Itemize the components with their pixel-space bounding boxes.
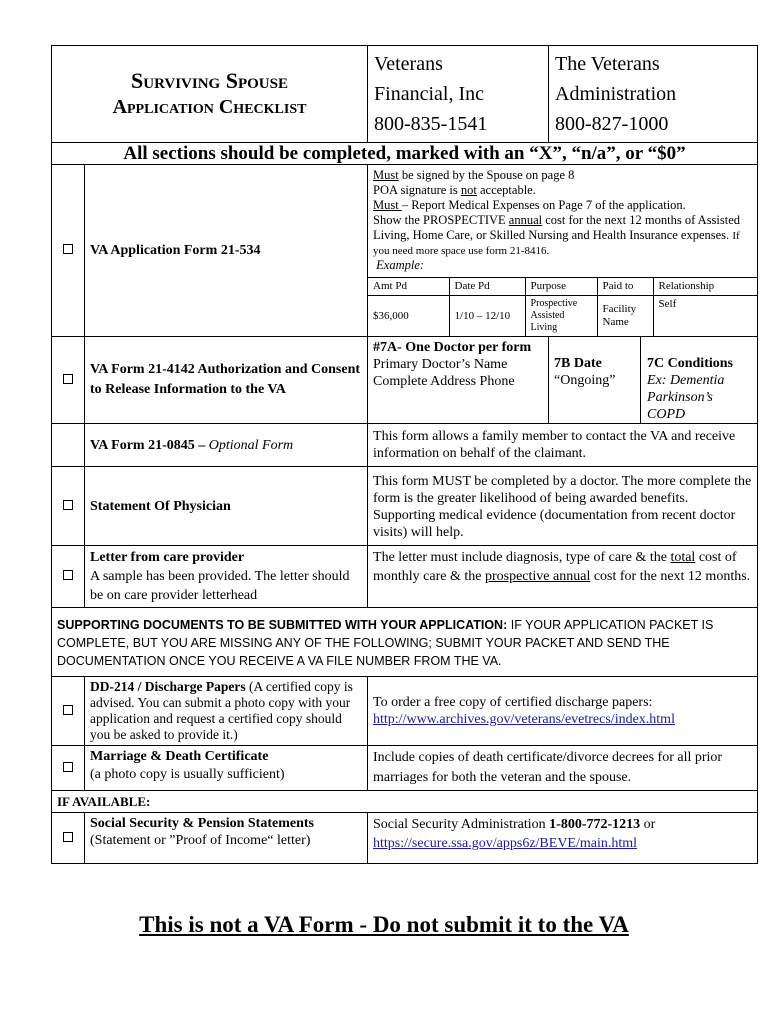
checkbox-21-534[interactable] <box>52 165 85 337</box>
ssa-link[interactable]: https://secure.ssa.gov/apps6z/BEVE/main.html <box>373 836 638 851</box>
example-cell: Self <box>653 296 757 337</box>
row-physician <box>52 467 758 546</box>
col-7a: #7A- One Doctor per form Primary Doctor’s Name Complete Address Phone <box>368 337 549 424</box>
label-letter: Letter from care provider A sample has been provided. The letter should be on care provider letterhead <box>85 546 368 608</box>
label-dd214: DD-214 / Discharge Papers (A certified copy is advised. You can submit a photo copy with your application and request a certified copy should you be asked to provide it.) <box>85 677 368 746</box>
row-21-4142 <box>52 337 758 424</box>
label-21-534: VA Application Form 21-534 <box>85 165 368 337</box>
desc-marriage: Include copies of death certificate/divorce decrees for all prior marriages for both the veteran and the spouse. <box>368 746 758 791</box>
title-cell <box>52 46 368 143</box>
row-marriage <box>52 746 758 791</box>
desc-letter: The letter must include diagnosis, type of care & the total cost of monthly care & the prospective annual cost for the next 12 months. <box>368 546 758 608</box>
checkbox-letter[interactable] <box>52 546 85 608</box>
col-7b: 7B Date “Ongoing” <box>549 337 641 423</box>
checkbox-icon <box>63 762 73 772</box>
desc-21-0845: This form allows a family member to contact the VA and receive information on behalf of the claimant. <box>368 424 758 467</box>
example-header: Amt Pd <box>368 278 449 296</box>
example-header: Purpose <box>525 278 597 296</box>
example-header: Paid to <box>597 278 653 296</box>
checkbox-dd214[interactable] <box>52 677 85 746</box>
va-name-1: The Veterans <box>555 53 660 75</box>
label-physician: Statement Of Physician <box>85 467 368 546</box>
row-dd214 <box>52 677 758 746</box>
desc-ssa: Social Security Administration 1-800-772-1213 or https://secure.ssa.gov/apps6z/BEVE/main.html <box>368 813 758 864</box>
desc-dd214: To order a free copy of certified discharge papers: http://www.archives.gov/veterans/evetrecs/index.html <box>368 677 758 746</box>
example-cell: $36,000 <box>368 296 449 337</box>
example-cell: 1/10 – 12/10 <box>449 296 525 337</box>
checklist-sheet <box>51 45 757 864</box>
checkbox-icon <box>63 500 73 510</box>
page-subtitle: Application Checklist <box>112 96 307 118</box>
checkbox-icon <box>63 244 73 254</box>
label-marriage: Marriage & Death Certificate (a photo copy is usually sufficient) <box>85 746 368 791</box>
footer-warning: This is not a VA Form - Do not submit it to the VA <box>139 912 629 937</box>
supporting-row <box>52 608 758 677</box>
example-cell: Prospective Assisted Living <box>525 296 597 337</box>
example-header: Date Pd <box>449 278 525 296</box>
vfi-contact <box>368 46 549 143</box>
va-contact <box>549 46 758 143</box>
label-ssa: Social Security & Pension Statements (Statement or ”Proof of Income“ letter) <box>85 813 368 864</box>
page-title: Surviving Spouse <box>131 68 288 93</box>
checkbox-icon <box>63 705 73 715</box>
row-ssa <box>52 813 758 864</box>
va-phone: 800-827-1000 <box>555 113 669 135</box>
checklist-table <box>51 45 758 864</box>
checkbox-21-4142[interactable] <box>52 337 85 424</box>
desc-21-534: Must be signed by the Spouse on page 8 POA signature is not acceptable. Must – Report Medical Expenses on Page 7 of the application. Show the PROSPECTIVE annual cost for the next 12 months of Assisted Living, Home Care, or Skilled Nursing and Health Insurance expenses. If you need more space use form 21-8416. Example: Amt Pd Date Pd Purpose Paid to Relationship $36,000 1/10 – 12/10 Prospective Assisted Living Facility Name Self <box>368 165 758 337</box>
row-21-0845 <box>52 424 758 467</box>
header-row <box>52 46 758 143</box>
checkbox-icon <box>63 374 73 384</box>
example-table <box>368 277 757 336</box>
if-available-label: IF AVAILABLE: <box>52 791 758 813</box>
vfi-name-2: Financial, Inc <box>374 83 484 105</box>
checkbox-icon <box>63 570 73 580</box>
col-7b-7c <box>549 337 758 424</box>
checkbox-icon <box>63 832 73 842</box>
vfi-name-1: Veterans <box>374 53 443 75</box>
checkbox-cell-empty <box>52 424 85 467</box>
all-sections-note: All sections should be completed, marked with an “X”, “n/a”, or “$0” <box>52 143 758 165</box>
col-7c: 7C Conditions Ex: Dementia Parkinson’s COPD <box>647 356 733 422</box>
row-letter <box>52 546 758 608</box>
label-21-4142: VA Form 21-4142 Authorization and Consent to Release Information to the VA <box>85 337 368 424</box>
if-available-row <box>52 791 758 813</box>
checkbox-ssa[interactable] <box>52 813 85 864</box>
example-header: Relationship <box>653 278 757 296</box>
label-21-0845: VA Form 21-0845 – Optional Form <box>85 424 368 467</box>
va-name-2: Administration <box>555 83 677 105</box>
archives-link[interactable]: http://www.archives.gov/veterans/evetrecs/index.html <box>373 712 675 727</box>
instructions-row <box>52 143 758 165</box>
supporting-note: SUPPORTING DOCUMENTS TO BE SUBMITTED WITH YOUR APPLICATION: IF YOUR APPLICATION PACKET IS COMPLETE, BUT YOU ARE MISSING ANY OF THE FOLLOWING; SUBMIT YOUR PACKET AND SEND THE DOCUMENTATION ONCE YOU RECEIVE A VA FILE NUMBER FROM THE VA. <box>52 608 758 677</box>
row-21-534 <box>52 165 758 337</box>
desc-physician: This form MUST be completed by a doctor. The more complete the form is the greater likelihood of being awarded benefits. Supporting medical evidence (documentation from recent doctor visits) will help. <box>368 467 758 546</box>
vfi-phone: 800-835-1541 <box>374 113 488 135</box>
checkbox-marriage[interactable] <box>52 746 85 791</box>
example-cell: Facility Name <box>597 296 653 337</box>
checkbox-physician[interactable] <box>52 467 85 546</box>
example-label: Example: <box>376 258 425 272</box>
